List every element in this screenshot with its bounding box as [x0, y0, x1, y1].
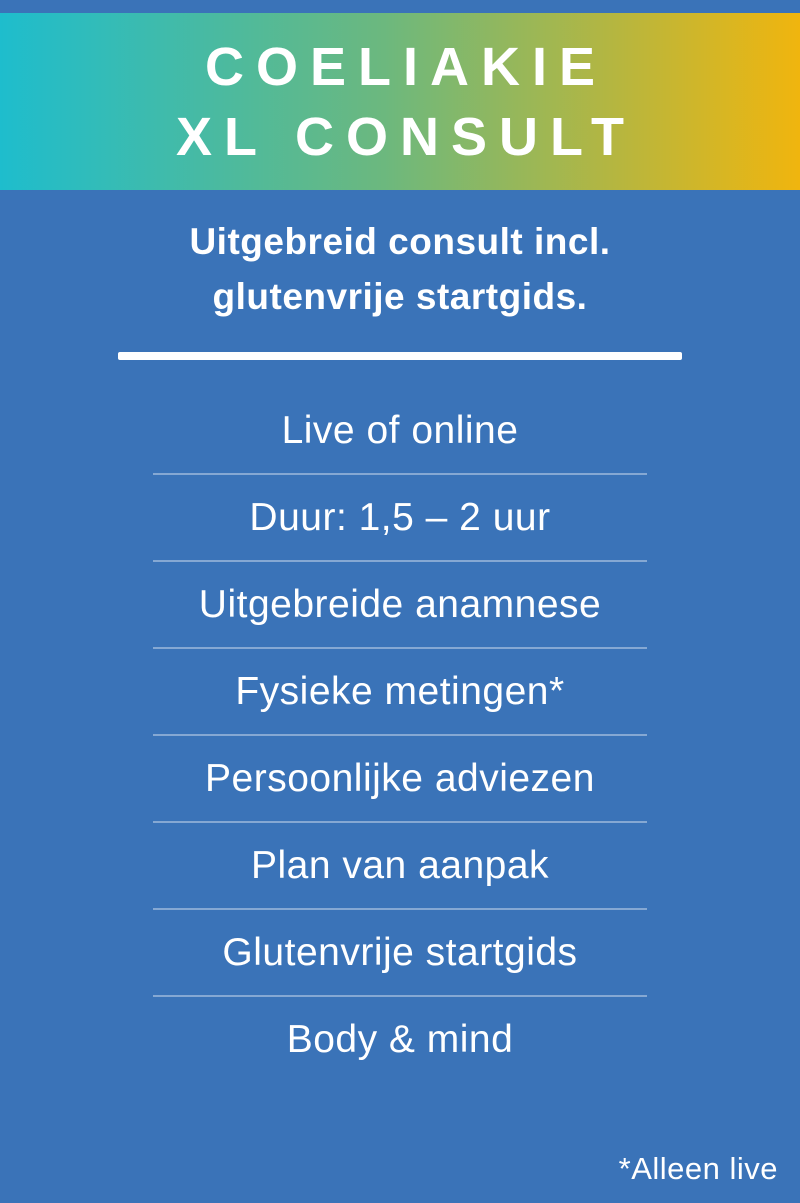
footnote: *Alleen live	[618, 1151, 778, 1186]
page-title	[175, 36, 636, 167]
list-item-live-of-online: Live of online	[281, 408, 519, 452]
list-item-metingen: Fysieke metingen*	[235, 669, 565, 713]
title-line-1: COELIAKIE	[204, 36, 607, 97]
list-item-body-mind: Body & mind	[286, 1017, 514, 1061]
header-band	[0, 13, 800, 190]
list-item-startgids: Glutenvrije startgids	[222, 930, 578, 974]
subtitle-line-1: Uitgebreid consult incl.	[189, 221, 611, 262]
section-divider	[118, 352, 682, 360]
subtitle-line-2: glutenvrije startgids.	[212, 276, 588, 317]
list-item-adviezen: Persoonlijke adviezen	[205, 756, 595, 800]
title-line-2: XL CONSULT	[175, 106, 636, 167]
list-item-anamnese: Uitgebreide anamnese	[198, 582, 602, 626]
list-item-duur: Duur: 1,5 – 2 uur	[249, 495, 551, 539]
subtitle	[0, 214, 800, 324]
feature-list	[0, 388, 800, 1082]
list-item-plan-van-aanpak: Plan van aanpak	[250, 843, 550, 887]
